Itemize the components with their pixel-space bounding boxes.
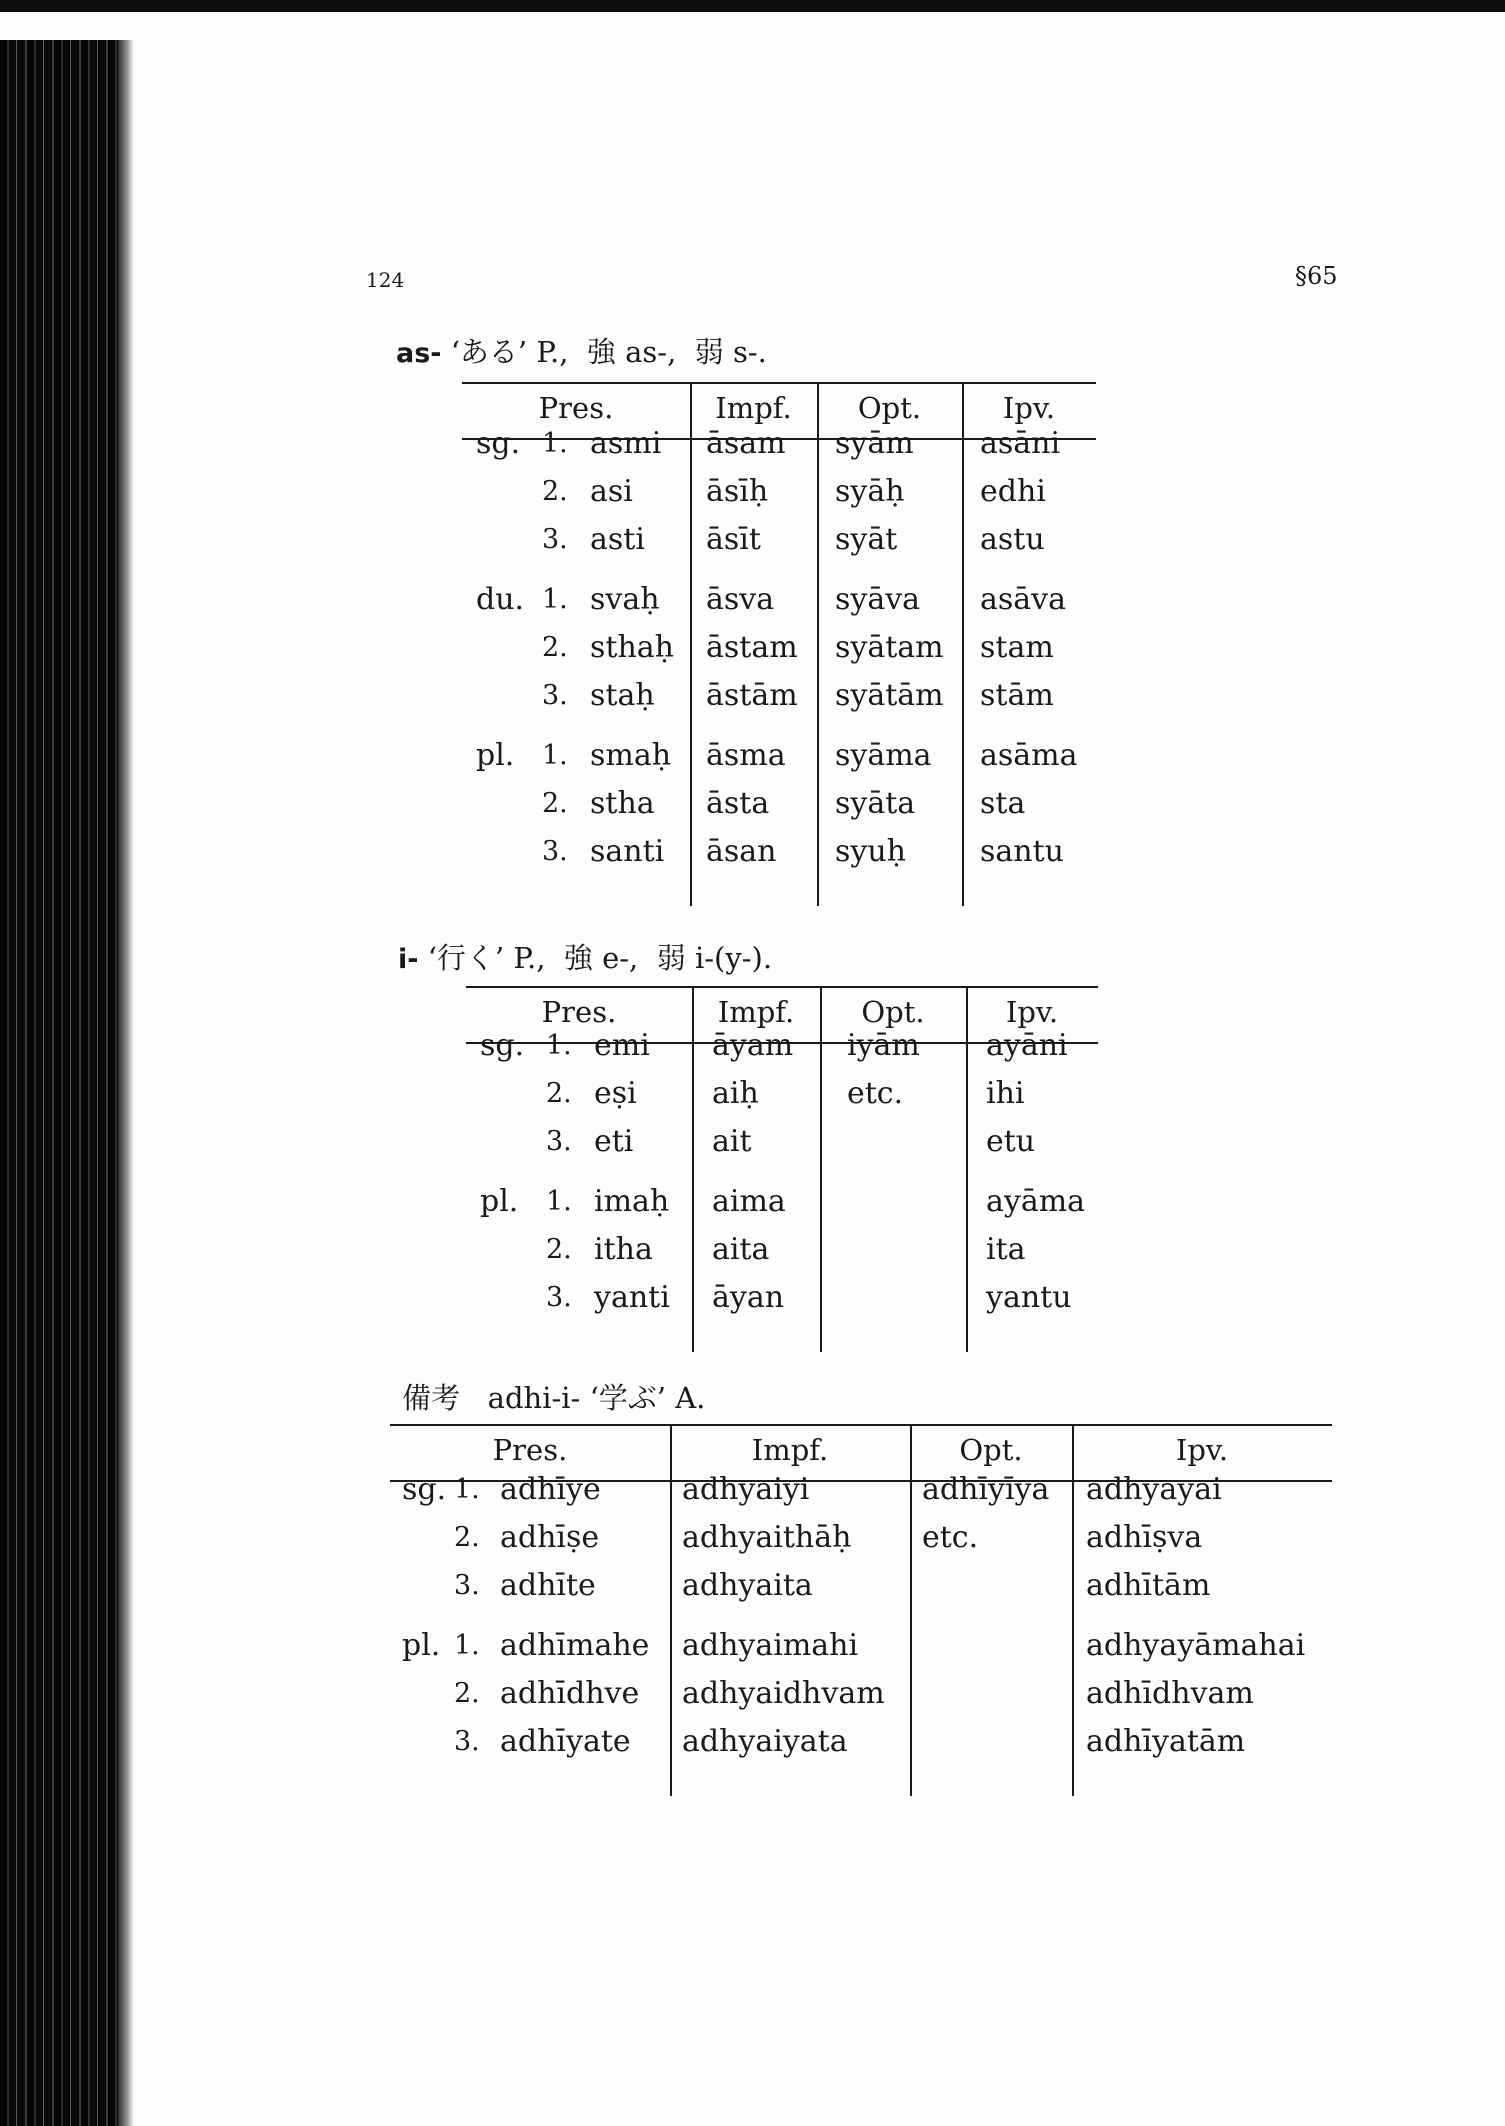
row-number-label: sg. <box>476 426 521 461</box>
cell-imperative: adhyayai <box>1086 1472 1222 1507</box>
row-person: 1. <box>542 740 568 771</box>
cell-optative: syāta <box>835 786 916 821</box>
column-header: Ipv. <box>1005 995 1059 1029</box>
cell-imperative: stam <box>980 630 1054 665</box>
cell-imperative: yantu <box>986 1280 1072 1315</box>
cell-imperative: ayāma <box>986 1184 1086 1219</box>
cell-imperative: ita <box>986 1232 1026 1267</box>
cell-present: adhīye <box>500 1472 601 1507</box>
column-divider <box>962 384 964 906</box>
column-header: Impf. <box>751 1433 829 1467</box>
cell-imperfect: āsta <box>706 786 770 821</box>
row-person: 2. <box>542 632 568 663</box>
column-header: Ipv. <box>1175 1433 1229 1467</box>
cell-present: adhīṣe <box>500 1520 600 1555</box>
cell-imperfect: adhyaimahi <box>682 1628 859 1663</box>
cell-present: eṣi <box>594 1076 637 1111</box>
cell-optative: syātam <box>835 630 944 665</box>
cell-optative: etc. <box>847 1076 904 1111</box>
book-spine-edge <box>118 40 134 2126</box>
cell-imperative: asāva <box>980 582 1067 617</box>
column-header: Impf. <box>717 995 795 1029</box>
row-person: 2. <box>546 1234 572 1265</box>
cell-imperfect: āsīḥ <box>706 474 769 509</box>
cell-present: adhīyate <box>500 1724 631 1759</box>
heading-gloss: ‘行く’ <box>427 941 505 975</box>
cell-imperfect: adhyaidhvam <box>682 1676 885 1711</box>
cell-optative: adhīyīya <box>922 1472 1050 1507</box>
cell-imperfect: āstām <box>706 678 798 713</box>
cell-optative: syām <box>835 426 914 461</box>
cell-imperfect: adhyaiyata <box>682 1724 848 1759</box>
cell-imperfect: ait <box>712 1124 752 1159</box>
column-header: Pres. <box>541 995 617 1029</box>
cell-imperfect: āyan <box>712 1280 785 1315</box>
heading-lemma: adhi-i- <box>487 1381 581 1415</box>
cell-imperative: etu <box>986 1124 1036 1159</box>
cell-imperative: adhyayāmahai <box>1086 1628 1306 1663</box>
section-heading-i <box>398 936 772 977</box>
heading-note-label: 備考 <box>402 1381 461 1415</box>
cell-imperative: adhīṣva <box>1086 1520 1203 1555</box>
column-divider <box>1072 1426 1074 1796</box>
cell-optative: syāt <box>835 522 898 557</box>
cell-imperative: ihi <box>986 1076 1025 1111</box>
cell-present: adhīmahe <box>500 1628 650 1663</box>
row-number-label: pl. <box>480 1184 519 1219</box>
book-spine-shadow <box>0 40 132 2126</box>
cell-imperative: edhi <box>980 474 1046 509</box>
row-person: 1. <box>546 1186 572 1217</box>
cell-imperative: adhīdhvam <box>1086 1676 1254 1711</box>
column-header: Opt. <box>861 995 925 1029</box>
row-number-label: du. <box>476 582 525 617</box>
paradigm-table-i <box>466 986 1098 1352</box>
cell-optative: syāḥ <box>835 474 905 509</box>
cell-imperfect: āsīt <box>706 522 761 557</box>
row-person: 1. <box>546 1030 572 1061</box>
heading-strong-label: 強 <box>563 941 593 975</box>
column-header: Impf. <box>715 391 792 425</box>
cell-optative: etc. <box>922 1520 979 1555</box>
cell-present: asti <box>590 522 645 557</box>
column-header: Opt. <box>857 391 922 425</box>
row-person: 1. <box>542 584 568 615</box>
cell-present: asi <box>590 474 633 509</box>
cell-imperative: stām <box>980 678 1054 713</box>
section-heading-adhi-i <box>402 1376 705 1417</box>
heading-weak-stem: s-. <box>733 335 767 369</box>
table-top-rule <box>462 382 1096 384</box>
column-header: Pres. <box>538 391 614 425</box>
row-number-label: pl. <box>476 738 515 773</box>
heading-weak-stem: i-(y-). <box>694 941 773 975</box>
cell-imperfect: aiḥ <box>712 1076 759 1111</box>
row-person: 3. <box>454 1726 480 1757</box>
cell-imperative: asāma <box>980 738 1078 773</box>
cell-imperative: asāni <box>980 426 1061 461</box>
page-number: 124 <box>366 268 405 292</box>
cell-present: adhīdhve <box>500 1676 640 1711</box>
cell-imperfect: āsam <box>706 426 786 461</box>
cell-imperative: santu <box>980 834 1064 869</box>
cell-present: santi <box>590 834 665 869</box>
row-person: 3. <box>546 1282 572 1313</box>
row-person: 1. <box>454 1474 480 1505</box>
cell-imperfect: āsva <box>706 582 775 617</box>
cell-imperfect: āyam <box>712 1028 794 1063</box>
cell-optative: syuḥ <box>835 834 906 869</box>
cell-present: asmi <box>590 426 662 461</box>
row-person: 3. <box>542 836 568 867</box>
cell-present: adhīte <box>500 1568 596 1603</box>
cell-imperative: sta <box>980 786 1026 821</box>
cell-imperative: ayāni <box>986 1028 1068 1063</box>
row-person: 1. <box>542 428 568 459</box>
heading-weak-label: 弱 <box>694 335 724 369</box>
cell-present: eti <box>594 1124 634 1159</box>
cell-present: svaḥ <box>590 582 660 617</box>
heading-voice: A. <box>675 1381 706 1415</box>
column-divider <box>910 1426 912 1796</box>
cell-imperative: adhītām <box>1086 1568 1211 1603</box>
heading-gloss: ‘学ぶ’ <box>589 1381 667 1415</box>
column-divider <box>670 1426 672 1796</box>
cell-present: itha <box>594 1232 653 1267</box>
row-person: 3. <box>546 1126 572 1157</box>
cell-present: smaḥ <box>590 738 672 773</box>
column-divider <box>820 988 822 1352</box>
row-number-label: pl. <box>402 1628 441 1663</box>
cell-optative: iyām <box>847 1028 920 1063</box>
cell-present: yanti <box>594 1280 670 1315</box>
cell-optative: syāma <box>835 738 932 773</box>
section-heading-as <box>396 330 767 371</box>
heading-gloss: ‘ある’ <box>450 335 528 369</box>
cell-optative: syātām <box>835 678 944 713</box>
row-number-label: sg. <box>480 1028 525 1063</box>
heading-lemma: i- <box>398 944 419 975</box>
cell-present: imaḥ <box>594 1184 670 1219</box>
cell-imperfect: āsma <box>706 738 786 773</box>
heading-lemma: as- <box>396 338 442 369</box>
cell-imperfect: āsan <box>706 834 777 869</box>
cell-present: stha <box>590 786 655 821</box>
row-person: 2. <box>454 1522 480 1553</box>
heading-voice: P., <box>536 335 569 369</box>
cell-imperfect: āstam <box>706 630 798 665</box>
cell-present: sthaḥ <box>590 630 674 665</box>
row-person: 3. <box>454 1570 480 1601</box>
cell-imperfect: aita <box>712 1232 770 1267</box>
heading-strong-stem: e-, <box>602 941 639 975</box>
row-person: 2. <box>454 1678 480 1709</box>
row-person: 2. <box>546 1078 572 1109</box>
cell-present: emi <box>594 1028 650 1063</box>
column-header: Ipv. <box>1002 391 1056 425</box>
cell-imperative: adhīyatām <box>1086 1724 1246 1759</box>
scan-top-edge <box>0 0 1505 12</box>
column-header: Pres. <box>492 1433 568 1467</box>
column-divider <box>692 988 694 1352</box>
heading-voice: P., <box>513 941 546 975</box>
paradigm-table-adhi-i <box>390 1424 1332 1796</box>
cell-imperfect: adhyaithāḥ <box>682 1520 852 1555</box>
section-number: §65 <box>1295 262 1338 290</box>
heading-strong-label: 強 <box>586 335 616 369</box>
table-top-rule <box>466 986 1098 988</box>
cell-imperfect: adhyaiyi <box>682 1472 810 1507</box>
cell-imperative: astu <box>980 522 1045 557</box>
paradigm-table-as <box>462 382 1096 906</box>
cell-optative: syāva <box>835 582 921 617</box>
cell-present: staḥ <box>590 678 655 713</box>
column-header: Opt. <box>959 1433 1023 1467</box>
heading-strong-stem: as-, <box>625 335 677 369</box>
heading-weak-label: 弱 <box>656 941 686 975</box>
cell-imperfect: aima <box>712 1184 786 1219</box>
row-person: 3. <box>542 524 568 555</box>
cell-imperfect: adhyaita <box>682 1568 813 1603</box>
row-person: 1. <box>454 1630 480 1661</box>
row-person: 3. <box>542 680 568 711</box>
column-divider <box>817 384 819 906</box>
column-divider <box>690 384 692 906</box>
row-number-label: sg. <box>402 1472 447 1507</box>
row-person: 2. <box>542 788 568 819</box>
table-top-rule <box>390 1424 1332 1426</box>
row-person: 2. <box>542 476 568 507</box>
column-divider <box>966 988 968 1352</box>
